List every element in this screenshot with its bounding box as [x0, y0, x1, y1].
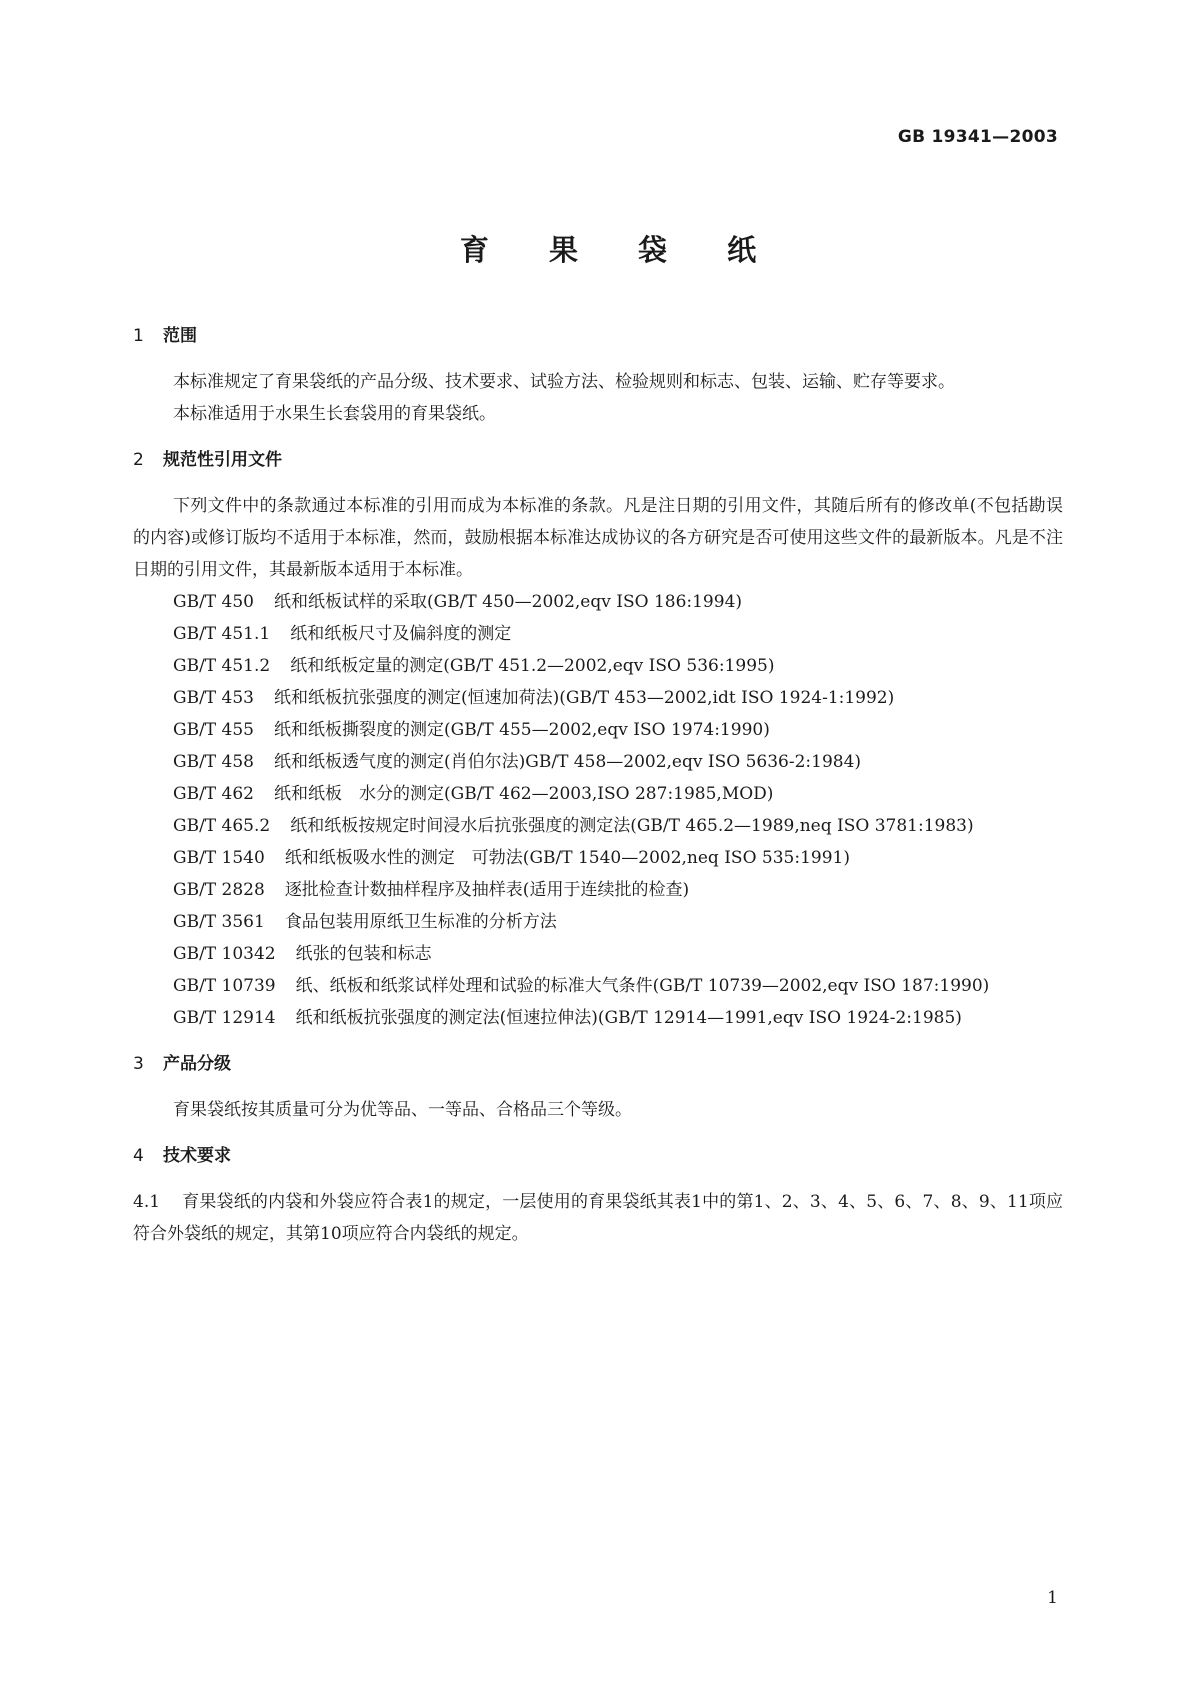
- reference-code: GB/T 462: [173, 784, 254, 804]
- reference-title: 纸和纸板抗张强度的测定(恒速加荷法)(GB/T 453—2002,idt ISO 1924-1:1992): [274, 688, 895, 708]
- section-number: 1: [133, 326, 144, 346]
- reference-title: 纸和纸板试样的采取(GB/T 450—2002,eqv ISO 186:1994): [274, 592, 743, 612]
- reference-code: GB/T 453: [173, 688, 254, 708]
- reference-title: 逐批检查计数抽样程序及抽样表(适用于连续批的检查): [284, 880, 690, 900]
- section-number: 4: [133, 1146, 144, 1166]
- reference-title: 纸、纸板和纸浆试样处理和试验的标准大气条件(GB/T 10739—2002,eqv ISO 187:1990): [295, 976, 990, 996]
- section-3-heading: [133, 1048, 1063, 1080]
- reference-item: [133, 586, 1063, 618]
- references-intro: 下列文件中的条款通过本标准的引用而成为本标准的条款。凡是注日期的引用文件，其随后所有的修改单(不包括勘误的内容)或修订版均不适用于本标准，然而，鼓励根据本标准达成协议的各方研究是否可使用这些文件的最新版本。凡是不注日期的引用文件，其最新版本适用于本标准。: [133, 496, 1063, 580]
- clause-text: 育果袋纸的内袋和外袋应符合表1的规定，一层使用的育果袋纸其表1中的第1、2、3、4、5、6、7、8、9、11项应符合外袋纸的规定，其第10项应符合内袋纸的规定。: [133, 1192, 1063, 1244]
- reference-code: GB/T 451.1: [173, 624, 271, 644]
- reference-code: GB/T 455: [173, 720, 254, 740]
- reference-title: 纸和纸板抗张强度的测定法(恒速拉伸法)(GB/T 12914—1991,eqv ISO 1924-2:1985): [295, 1008, 962, 1028]
- reference-item: [133, 650, 1063, 682]
- reference-title: 纸和纸板透气度的测定(肖伯尔法)GB/T 458—2002,eqv ISO 5636-2:1984): [274, 752, 862, 772]
- reference-item: [133, 938, 1063, 970]
- grading-paragraph: 育果袋纸按其质量可分为优等品、一等品、合格品三个等级。: [173, 1100, 632, 1120]
- reference-code: GB/T 1540: [173, 848, 265, 868]
- reference-code: GB/T 451.2: [173, 656, 271, 676]
- document-title: 育 果 袋 纸: [459, 233, 782, 267]
- reference-code: GB/T 12914: [173, 1008, 276, 1028]
- section-1-heading: [133, 320, 1063, 352]
- section-4-heading: [133, 1140, 1063, 1172]
- standard-number: GB 19341—2003: [897, 127, 1058, 147]
- clause-number: 4.1: [133, 1192, 161, 1212]
- reference-item: [133, 682, 1063, 714]
- reference-item: [133, 906, 1063, 938]
- reference-code: GB/T 10739: [173, 976, 276, 996]
- reference-item: [133, 874, 1063, 906]
- reference-item: [133, 714, 1063, 746]
- reference-code: GB/T 3561: [173, 912, 265, 932]
- clause-4-1: [133, 1186, 1063, 1250]
- section-number: 2: [133, 450, 144, 470]
- section-number: 3: [133, 1054, 144, 1074]
- section-title: 范围: [163, 326, 197, 346]
- reference-item: [133, 970, 1063, 1002]
- reference-code: GB/T 10342: [173, 944, 276, 964]
- reference-code: GB/T 465.2: [173, 816, 271, 836]
- reference-item: [133, 842, 1063, 874]
- reference-title: 纸和纸板定量的测定(GB/T 451.2—2002,eqv ISO 536:1995): [290, 656, 775, 676]
- reference-title: 纸和纸板吸水性的测定 可勃法(GB/T 1540—2002,neq ISO 535:1991): [284, 848, 850, 868]
- reference-code: GB/T 450: [173, 592, 254, 612]
- section-title: 产品分级: [163, 1054, 231, 1074]
- reference-title: 纸和纸板 水分的测定(GB/T 462—2003,ISO 287:1985,MOD): [274, 784, 774, 804]
- reference-item: [133, 1002, 1063, 1034]
- reference-item: [133, 618, 1063, 650]
- reference-item: [133, 778, 1063, 810]
- reference-title: 纸和纸板尺寸及偏斜度的测定: [290, 624, 512, 644]
- reference-item: [133, 746, 1063, 778]
- reference-code: GB/T 458: [173, 752, 254, 772]
- document-body: [133, 320, 1063, 1250]
- reference-title: 纸和纸板撕裂度的测定(GB/T 455—2002,eqv ISO 1974:1990): [274, 720, 770, 740]
- scope-paragraph: 本标准规定了育果袋纸的产品分级、技术要求、试验方法、检验规则和标志、包装、运输、贮存等要求。: [173, 372, 955, 392]
- reference-title: 食品包装用原纸卫生标准的分析方法: [284, 912, 557, 932]
- section-2-heading: [133, 444, 1063, 476]
- reference-title: 纸张的包装和标志: [295, 944, 432, 964]
- reference-code: GB/T 2828: [173, 880, 265, 900]
- reference-list: [133, 586, 1063, 1034]
- reference-item: [133, 810, 1063, 842]
- section-title: 技术要求: [163, 1146, 231, 1166]
- page-number: 1: [1047, 1588, 1058, 1608]
- section-title: 规范性引用文件: [163, 450, 282, 470]
- scope-paragraph: 本标准适用于水果生长套袋用的育果袋纸。: [173, 404, 496, 424]
- reference-title: 纸和纸板按规定时间浸水后抗张强度的测定法(GB/T 465.2—1989,neq ISO 3781:1983): [290, 816, 974, 836]
